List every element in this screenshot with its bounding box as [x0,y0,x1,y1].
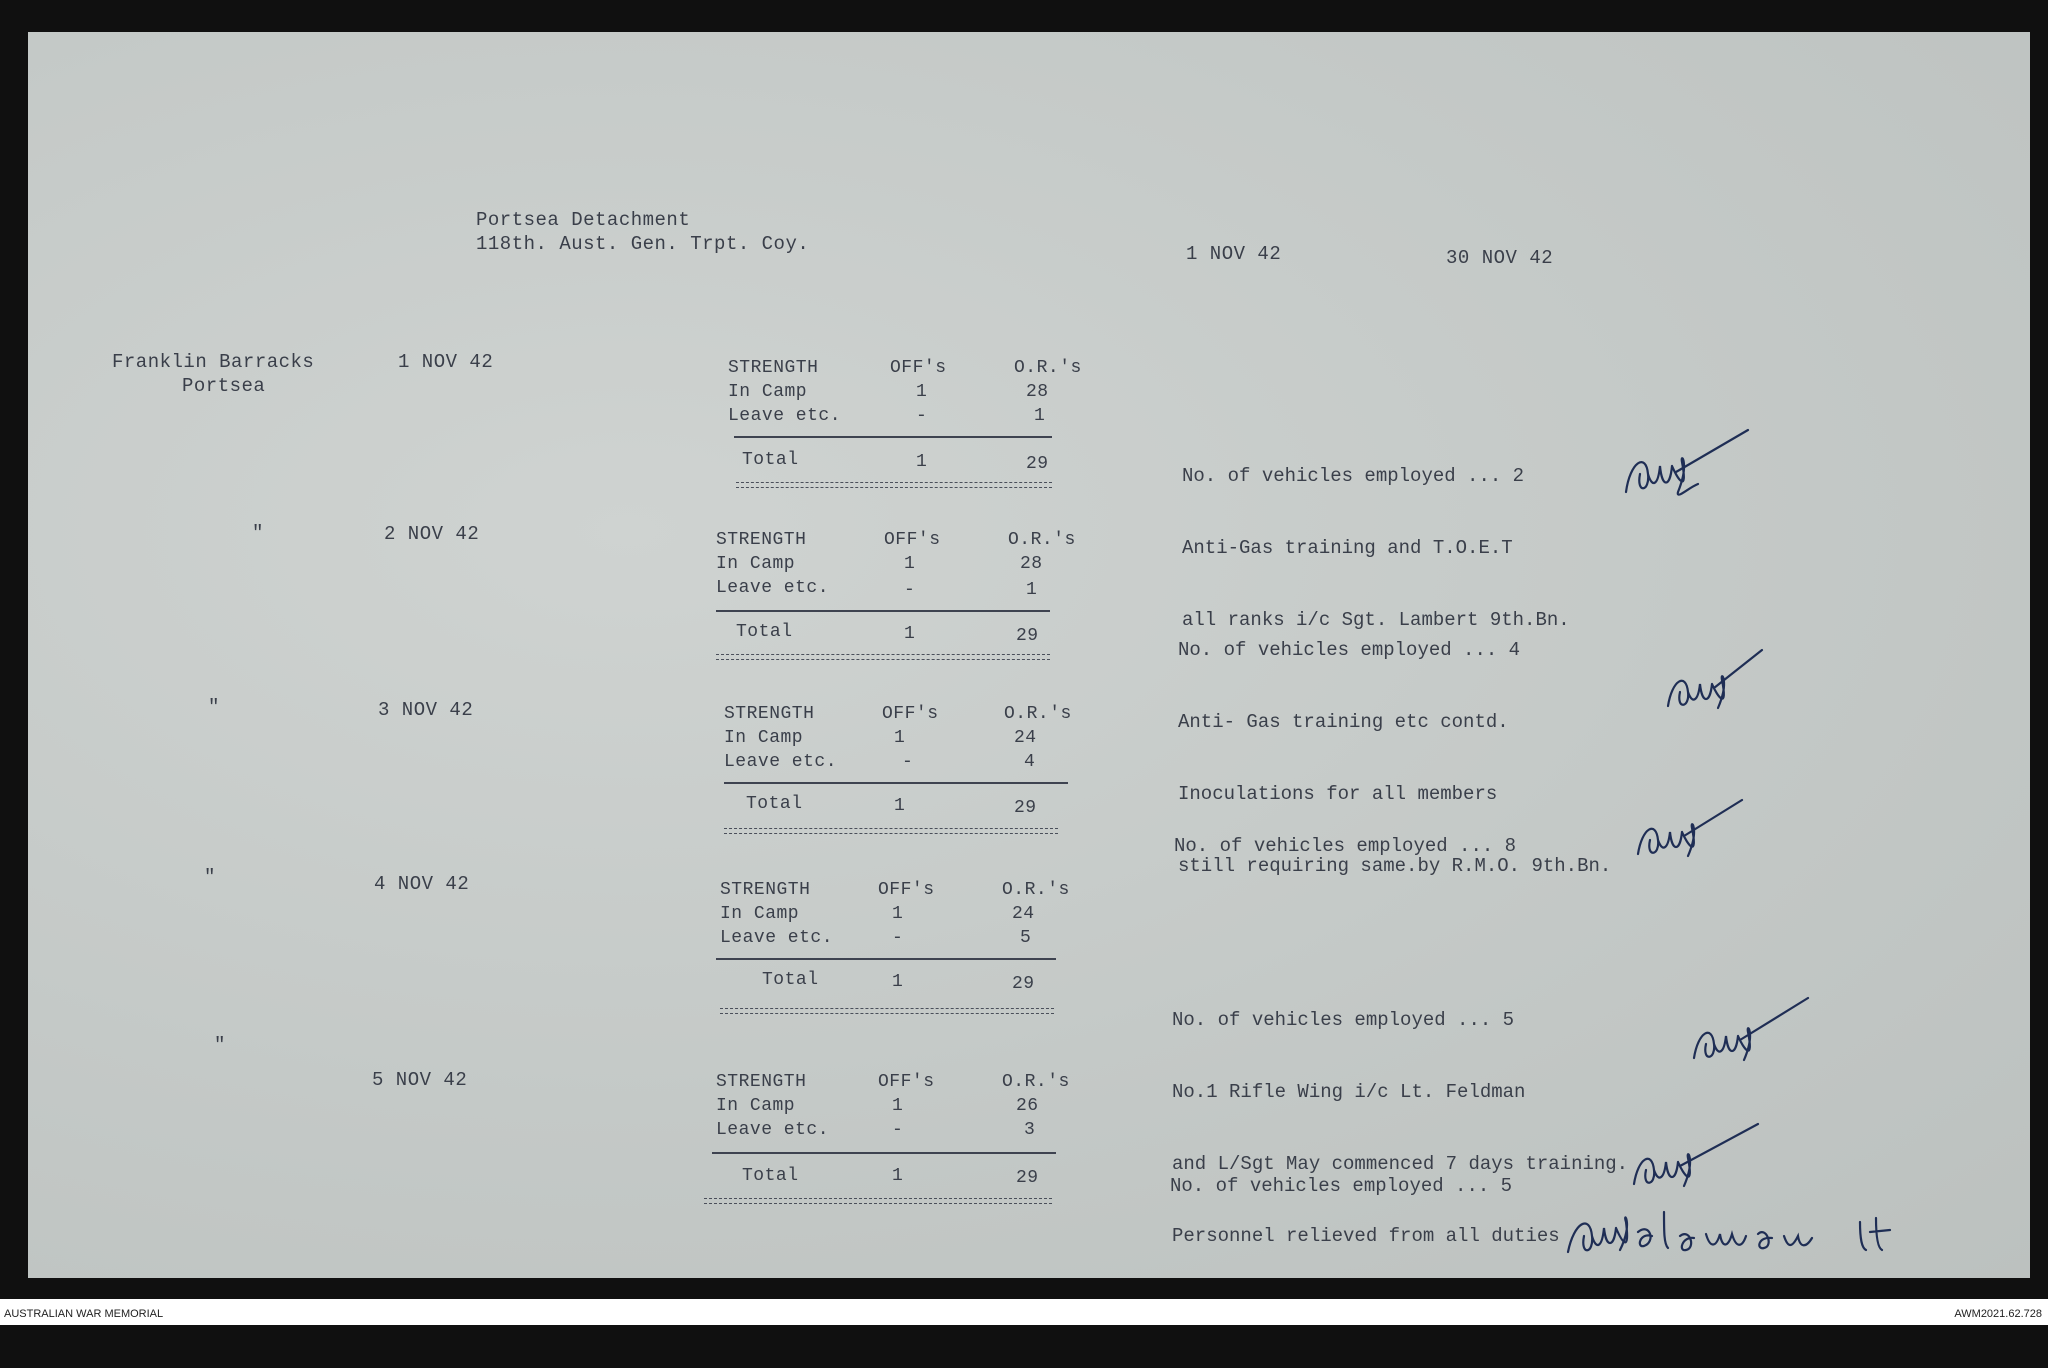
leave-label: Leave etc. [724,752,838,772]
remarks-line: Personnel relieved from all duties [1172,1225,1560,1247]
entry-date-3: 3 NOV 42 [378,699,474,721]
double-underline [704,1198,1052,1204]
place-line-1: Franklin Barracks [112,351,315,373]
total-or: 29 [1014,798,1037,818]
to-date: 30 NOV 42 [1446,247,1554,269]
ditto-mark-3: " [208,696,220,718]
total-or: 29 [1026,454,1049,474]
remarks-5 [1170,1126,1512,1246]
offs-label: OFF's [878,880,935,900]
total-rule [724,782,1068,784]
leave-or: 1 [1026,580,1038,600]
offs-label: OFF's [878,1072,935,1092]
leave-or: 5 [1020,928,1032,948]
initials-signature-icon [1632,792,1752,872]
unit-line-1: Portsea Detachment [476,209,691,231]
strength-label: STRENGTH [716,530,807,550]
place-line-2: Portsea [182,375,266,397]
leave-label: Leave etc. [716,578,830,598]
total-or: 29 [1016,626,1039,646]
leave-off: - [892,1120,904,1140]
from-date: 1 NOV 42 [1186,243,1282,265]
leave-label: Leave etc. [728,406,842,426]
strength-label: STRENGTH [720,880,811,900]
in-camp-off: 1 [904,554,916,574]
offs-label: OFF's [882,704,939,724]
remarks-line: all ranks i/c Sgt. Lambert 9th.Bn. [1182,609,1570,631]
total-label: Total [742,1166,799,1186]
leave-off: - [892,928,904,948]
leave-off: - [902,752,914,772]
ors-label: O.R.'s [1002,880,1070,900]
in-camp-off: 1 [892,904,904,924]
total-rule [716,958,1056,960]
double-underline [736,482,1052,488]
remarks-line: No.1 Rifle Wing i/c Lt. Feldman [1172,1081,1526,1103]
ors-label: O.R.'s [1014,358,1082,378]
total-off: 1 [894,796,906,816]
in-camp-label: In Camp [720,904,800,924]
remarks-3 [1174,786,1516,906]
ors-label: O.R.'s [1002,1072,1070,1092]
unit-line-2: 118th. Aust. Gen. Trpt. Coy. [476,233,810,255]
offs-label: OFF's [890,358,947,378]
strength-table-3 [724,702,1072,852]
remarks-line: still requiring same.by R.M.O. 9th.Bn. [1178,855,1612,877]
total-off: 1 [892,972,904,992]
initials-signature-icon [1628,1114,1768,1204]
remarks-line: No. of vehicles employed ... 5 [1172,1009,1515,1031]
remarks-line: Anti- Gas training etc contd. [1178,711,1509,733]
in-camp-or: 24 [1014,728,1037,748]
strength-label: STRENGTH [716,1072,807,1092]
remarks-line: Inoculations for all members [1178,783,1498,805]
leave-or: 1 [1034,406,1046,426]
total-label: Total [746,794,803,814]
in-camp-label: In Camp [716,554,796,574]
archive-reference: AWM2021.62.728 [1954,1308,2042,1320]
double-underline [724,828,1058,834]
ditto-mark-4: " [204,866,216,888]
leave-label: Leave etc. [716,1120,830,1140]
strength-table-2 [716,528,1076,678]
leave-or: 4 [1024,752,1036,772]
strength-label: STRENGTH [728,358,819,378]
total-off: 1 [904,624,916,644]
initials-signature-icon [1688,992,1818,1082]
remarks-line: No. of vehicles employed ... 8 [1174,835,1517,857]
ditto-mark-5: " [214,1034,226,1056]
in-camp-off: 1 [916,382,928,402]
total-label: Total [736,622,793,642]
archive-name: AUSTRALIAN WAR MEMORIAL [4,1308,164,1320]
leave-off: - [904,580,916,600]
document-sheet [28,32,2030,1278]
in-camp-or: 26 [1016,1096,1039,1116]
double-underline [720,1008,1054,1014]
strength-table-5 [716,1070,1070,1220]
strength-label: STRENGTH [724,704,815,724]
strength-table-1 [728,356,1082,506]
total-rule [734,436,1052,438]
double-underline [716,654,1050,660]
total-or: 29 [1016,1168,1039,1188]
total-rule [712,1152,1056,1154]
offs-label: OFF's [884,530,941,550]
total-or: 29 [1012,974,1035,994]
archive-footer [0,1299,2048,1325]
entry-date-2: 2 NOV 42 [384,523,480,545]
remarks-line: No. of vehicles employed ... 4 [1178,639,1521,661]
in-camp-off: 1 [894,728,906,748]
in-camp-label: In Camp [724,728,804,748]
leave-or: 3 [1024,1120,1036,1140]
total-rule [716,610,1050,612]
ditto-mark-2: " [252,522,264,544]
remarks-line: and L/Sgt May commenced 7 days training. [1172,1153,1629,1175]
total-off: 1 [892,1166,904,1186]
entry-date-5: 5 NOV 42 [372,1069,468,1091]
ors-label: O.R.'s [1004,704,1072,724]
entry-date-4: 4 NOV 42 [374,873,470,895]
initials-signature-icon [1662,644,1772,724]
total-label: Total [762,970,819,990]
in-camp-or: 28 [1026,382,1049,402]
leave-label: Leave etc. [720,928,834,948]
in-camp-label: In Camp [728,382,808,402]
remarks-line: No. of vehicles employed ... 5 [1170,1175,1513,1197]
total-off: 1 [916,452,928,472]
in-camp-or: 24 [1012,904,1035,924]
remarks-line: Anti-Gas training and T.O.E.T [1182,537,1513,559]
entry-date-1: 1 NOV 42 [398,351,494,373]
ors-label: O.R.'s [1008,530,1076,550]
strength-table-4 [720,878,1070,1028]
initials-signature-icon [1618,422,1758,512]
in-camp-label: In Camp [716,1096,796,1116]
leave-off: - [916,406,928,426]
in-camp-or: 28 [1020,554,1043,574]
officer-signature-icon [1560,1192,1940,1272]
in-camp-off: 1 [892,1096,904,1116]
remarks-line: No. of vehicles employed ... 2 [1182,465,1525,487]
total-label: Total [742,450,799,470]
